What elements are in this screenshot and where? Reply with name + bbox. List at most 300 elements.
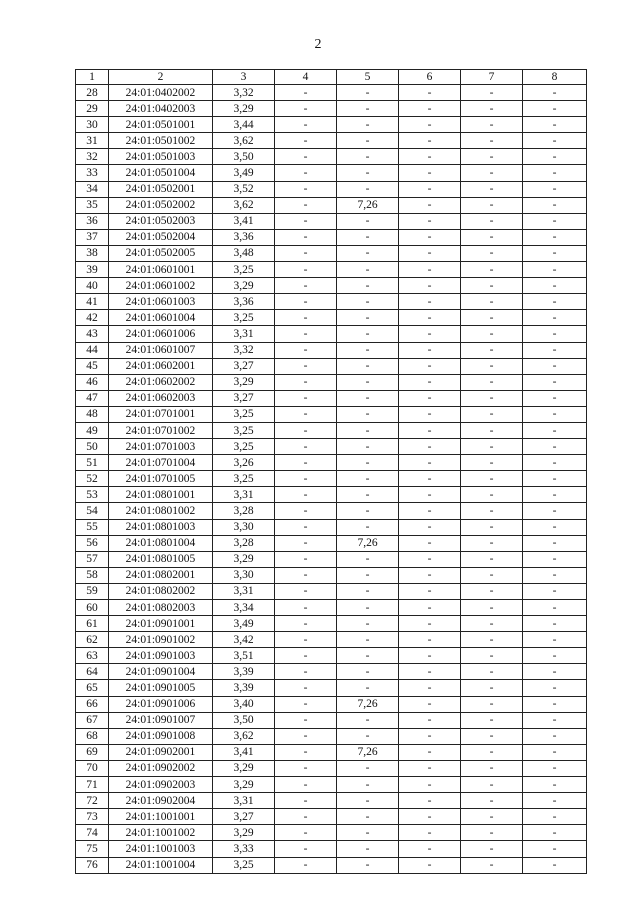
table-cell-col-1: 56 [76,535,109,551]
table-cell-col-8: - [523,600,587,616]
table-cell-col-6: - [399,583,461,599]
table-cell-col-8: - [523,696,587,712]
table-cell-col-6: - [399,777,461,793]
table-cell-col-1: 30 [76,117,109,133]
table-cell-col-2: 24:01:0801002 [109,503,213,519]
table-cell-col-2: 24:01:0901002 [109,632,213,648]
table-cell-col-7: - [461,390,523,406]
table-cell-col-1: 31 [76,133,109,149]
table-row [76,455,587,471]
table-cell-col-8: - [523,632,587,648]
table-row [76,117,587,133]
table-cell-col-6: - [399,101,461,117]
table-cell-col-2: 24:01:0502001 [109,181,213,197]
table-cell-col-6: - [399,262,461,278]
table-cell-col-5: - [337,728,399,744]
table-cell-col-6: - [399,439,461,455]
table-cell-col-3: 3,41 [213,744,275,760]
table-cell-col-5: 7,26 [337,197,399,213]
table-cell-col-6: - [399,632,461,648]
table-row [76,471,587,487]
table-cell-col-7: - [461,471,523,487]
table-cell-col-3: 3,25 [213,471,275,487]
table-cell-col-2: 24:01:0901004 [109,664,213,680]
table-cell-col-8: - [523,519,587,535]
table-cell-col-2: 24:01:0602001 [109,358,213,374]
table-cell-col-5: - [337,85,399,101]
table-cell-col-4: - [275,632,337,648]
table-cell-col-5: - [337,262,399,278]
table-cell-col-7: - [461,841,523,857]
header-row [76,70,587,85]
table-cell-col-1: 52 [76,471,109,487]
table-cell-col-3: 3,31 [213,326,275,342]
table-cell-col-1: 61 [76,616,109,632]
table-cell-col-1: 63 [76,648,109,664]
table-cell-col-7: - [461,632,523,648]
table-cell-col-6: - [399,857,461,873]
table-cell-col-8: - [523,616,587,632]
table-cell-col-7: - [461,712,523,728]
table-cell-col-6: - [399,680,461,696]
table-row [76,567,587,583]
table-cell-col-1: 58 [76,567,109,583]
table-cell-col-8: - [523,648,587,664]
table-cell-col-4: - [275,809,337,825]
table-cell-col-1: 51 [76,455,109,471]
table-cell-col-5: 7,26 [337,535,399,551]
table-cell-col-5: - [337,503,399,519]
table-cell-col-7: - [461,342,523,358]
table-cell-col-5: - [337,278,399,294]
table-cell-col-3: 3,29 [213,278,275,294]
table-cell-col-4: - [275,422,337,438]
table-cell-col-8: - [523,760,587,776]
column-header-4: 4 [275,70,337,85]
table-cell-col-8: - [523,197,587,213]
table-cell-col-5: - [337,616,399,632]
table-cell-col-1: 65 [76,680,109,696]
table-cell-col-4: - [275,600,337,616]
table-cell-col-4: - [275,439,337,455]
table-cell-col-1: 39 [76,262,109,278]
table-cell-col-8: - [523,793,587,809]
table-cell-col-8: - [523,503,587,519]
table-cell-col-5: 7,26 [337,744,399,760]
table-row [76,600,587,616]
table-cell-col-5: - [337,326,399,342]
table-cell-col-6: - [399,825,461,841]
data-table [75,69,587,874]
table-cell-col-1: 48 [76,406,109,422]
table-cell-col-2: 24:01:0501002 [109,133,213,149]
table-cell-col-2: 24:01:0701003 [109,439,213,455]
table-cell-col-1: 40 [76,278,109,294]
table-cell-col-4: - [275,406,337,422]
table-cell-col-3: 3,52 [213,181,275,197]
table-cell-col-8: - [523,728,587,744]
table-cell-col-4: - [275,648,337,664]
table-cell-col-4: - [275,680,337,696]
table-cell-col-4: - [275,326,337,342]
table-cell-col-7: - [461,358,523,374]
table-cell-col-8: - [523,117,587,133]
table-cell-col-4: - [275,358,337,374]
table-cell-col-7: - [461,422,523,438]
table-cell-col-8: - [523,181,587,197]
table-row [76,744,587,760]
table-cell-col-4: - [275,149,337,165]
table-cell-col-2: 24:01:0601004 [109,310,213,326]
table-cell-col-7: - [461,680,523,696]
table-cell-col-3: 3,50 [213,149,275,165]
table-cell-col-8: - [523,101,587,117]
table-cell-col-6: - [399,310,461,326]
table-row [76,632,587,648]
table-cell-col-7: - [461,857,523,873]
table-cell-col-7: - [461,278,523,294]
table-cell-col-3: 3,40 [213,696,275,712]
table-cell-col-6: - [399,793,461,809]
table-cell-col-6: - [399,744,461,760]
table-cell-col-5: - [337,841,399,857]
table-cell-col-8: - [523,229,587,245]
table-cell-col-3: 3,51 [213,648,275,664]
table-cell-col-4: - [275,616,337,632]
table-cell-col-6: - [399,422,461,438]
table-cell-col-2: 24:01:0402002 [109,85,213,101]
table-cell-col-5: - [337,342,399,358]
table-row [76,197,587,213]
table-cell-col-3: 3,31 [213,793,275,809]
table-cell-col-5: - [337,487,399,503]
table-cell-col-1: 50 [76,439,109,455]
table-cell-col-5: - [337,406,399,422]
table-cell-col-8: - [523,535,587,551]
table-cell-col-5: - [337,809,399,825]
table-cell-col-1: 49 [76,422,109,438]
table-cell-col-2: 24:01:0501001 [109,117,213,133]
table-cell-col-2: 24:01:0601006 [109,326,213,342]
table-cell-col-3: 3,32 [213,85,275,101]
table-cell-col-2: 24:01:0502004 [109,229,213,245]
table-cell-col-1: 36 [76,213,109,229]
table-cell-col-3: 3,36 [213,294,275,310]
table-cell-col-5: - [337,664,399,680]
table-cell-col-3: 3,50 [213,712,275,728]
table-cell-col-6: - [399,342,461,358]
table-row [76,85,587,101]
table-cell-col-8: - [523,567,587,583]
table-cell-col-1: 64 [76,664,109,680]
table-cell-col-5: - [337,600,399,616]
table-cell-col-6: - [399,229,461,245]
table-row [76,101,587,117]
table-cell-col-4: - [275,825,337,841]
table-cell-col-1: 28 [76,85,109,101]
column-header-7: 7 [461,70,523,85]
table-cell-col-6: - [399,406,461,422]
table-cell-col-6: - [399,696,461,712]
table-cell-col-7: - [461,664,523,680]
table-cell-col-6: - [399,535,461,551]
table-cell-col-7: - [461,101,523,117]
table-cell-col-1: 66 [76,696,109,712]
table-cell-col-3: 3,39 [213,664,275,680]
table-cell-col-8: - [523,342,587,358]
table-cell-col-7: - [461,600,523,616]
table-cell-col-6: - [399,294,461,310]
table-cell-col-8: - [523,278,587,294]
table-cell-col-4: - [275,471,337,487]
table-cell-col-4: - [275,728,337,744]
table-row [76,181,587,197]
table-cell-col-4: - [275,487,337,503]
table-cell-col-7: - [461,85,523,101]
table-cell-col-5: - [337,825,399,841]
table-cell-col-1: 69 [76,744,109,760]
table-row [76,680,587,696]
table-cell-col-2: 24:01:0701002 [109,422,213,438]
table-cell-col-1: 73 [76,809,109,825]
table-cell-col-2: 24:01:0901001 [109,616,213,632]
table-cell-col-2: 24:01:0701004 [109,455,213,471]
table-cell-col-2: 24:01:0601001 [109,262,213,278]
table-cell-col-6: - [399,551,461,567]
table-cell-col-6: - [399,648,461,664]
table-cell-col-2: 24:01:1001002 [109,825,213,841]
table-cell-col-5: - [337,165,399,181]
table-row [76,712,587,728]
table-cell-col-5: - [337,793,399,809]
table-cell-col-8: - [523,809,587,825]
table-cell-col-4: - [275,213,337,229]
table-cell-col-3: 3,33 [213,841,275,857]
table-cell-col-5: - [337,583,399,599]
table-cell-col-8: - [523,551,587,567]
table-cell-col-6: - [399,149,461,165]
table-cell-col-3: 3,32 [213,342,275,358]
table-cell-col-1: 71 [76,777,109,793]
table-cell-col-5: - [337,245,399,261]
table-body [76,85,587,874]
table-cell-col-6: - [399,85,461,101]
table-cell-col-2: 24:01:0801003 [109,519,213,535]
table-cell-col-3: 3,34 [213,600,275,616]
table-cell-col-2: 24:01:0601003 [109,294,213,310]
table-cell-col-3: 3,25 [213,422,275,438]
table-cell-col-8: - [523,326,587,342]
table-cell-col-6: - [399,760,461,776]
table-cell-col-2: 24:01:0802001 [109,567,213,583]
table-cell-col-5: - [337,471,399,487]
table-cell-col-6: - [399,600,461,616]
table-cell-col-4: - [275,101,337,117]
column-header-5: 5 [337,70,399,85]
table-cell-col-6: - [399,519,461,535]
table-cell-col-4: - [275,696,337,712]
column-header-2: 2 [109,70,213,85]
table-cell-col-6: - [399,117,461,133]
table-cell-col-5: - [337,117,399,133]
table-cell-col-8: - [523,422,587,438]
column-header-1: 1 [76,70,109,85]
table-cell-col-2: 24:01:0802003 [109,600,213,616]
table-cell-col-3: 3,28 [213,503,275,519]
table-cell-col-3: 3,49 [213,616,275,632]
table-cell-col-4: - [275,567,337,583]
table-cell-col-7: - [461,616,523,632]
table-cell-col-3: 3,41 [213,213,275,229]
table-cell-col-6: - [399,567,461,583]
table-cell-col-2: 24:01:0801001 [109,487,213,503]
table-cell-col-8: - [523,825,587,841]
table-cell-col-3: 3,31 [213,487,275,503]
table-row [76,165,587,181]
table-cell-col-3: 3,25 [213,439,275,455]
table-row [76,583,587,599]
table-cell-col-7: - [461,197,523,213]
table-cell-col-1: 75 [76,841,109,857]
table-cell-col-4: - [275,519,337,535]
table-row [76,696,587,712]
table-cell-col-2: 24:01:0801004 [109,535,213,551]
table-row [76,374,587,390]
table-cell-col-6: - [399,358,461,374]
table-cell-col-7: - [461,809,523,825]
table-cell-col-2: 24:01:0602003 [109,390,213,406]
table-cell-col-8: - [523,841,587,857]
table-cell-col-2: 24:01:0502003 [109,213,213,229]
table-cell-col-3: 3,25 [213,406,275,422]
table-cell-col-7: - [461,165,523,181]
table-cell-col-1: 47 [76,390,109,406]
table-cell-col-4: - [275,310,337,326]
table-cell-col-1: 70 [76,760,109,776]
table-cell-col-8: - [523,165,587,181]
table-cell-col-1: 45 [76,358,109,374]
table-cell-col-7: - [461,294,523,310]
table-cell-col-8: - [523,439,587,455]
table-cell-col-6: - [399,503,461,519]
table-cell-col-7: - [461,487,523,503]
table-cell-col-6: - [399,213,461,229]
table-cell-col-6: - [399,326,461,342]
table-cell-col-7: - [461,760,523,776]
table-cell-col-1: 43 [76,326,109,342]
table-cell-col-5: - [337,422,399,438]
table-cell-col-8: - [523,294,587,310]
table-cell-col-7: - [461,455,523,471]
table-row [76,213,587,229]
table-cell-col-7: - [461,519,523,535]
table-cell-col-3: 3,29 [213,374,275,390]
table-row [76,439,587,455]
table-cell-col-7: - [461,245,523,261]
table-cell-col-7: - [461,262,523,278]
table-cell-col-8: - [523,777,587,793]
table-cell-col-5: - [337,777,399,793]
table-cell-col-2: 24:01:0902002 [109,760,213,776]
table-cell-col-2: 24:01:1001003 [109,841,213,857]
table-cell-col-8: - [523,406,587,422]
table-cell-col-3: 3,42 [213,632,275,648]
table-cell-col-8: - [523,471,587,487]
table-row [76,342,587,358]
table-cell-col-3: 3,29 [213,551,275,567]
table-cell-col-4: - [275,374,337,390]
table-cell-col-2: 24:01:0802002 [109,583,213,599]
table-cell-col-2: 24:01:0502002 [109,197,213,213]
table-cell-col-6: - [399,471,461,487]
table-row [76,133,587,149]
table-cell-col-3: 3,62 [213,197,275,213]
table-cell-col-4: - [275,551,337,567]
table-cell-col-3: 3,26 [213,455,275,471]
table-cell-col-5: - [337,229,399,245]
column-header-8: 8 [523,70,587,85]
table-cell-col-3: 3,30 [213,519,275,535]
table-cell-col-7: - [461,133,523,149]
table-cell-col-5: - [337,310,399,326]
table-cell-col-2: 24:01:0601007 [109,342,213,358]
table-cell-col-1: 67 [76,712,109,728]
table-cell-col-5: - [337,567,399,583]
table-cell-col-8: - [523,358,587,374]
table-row [76,326,587,342]
table-cell-col-4: - [275,117,337,133]
table-cell-col-4: - [275,181,337,197]
table-cell-col-8: - [523,744,587,760]
table-cell-col-5: - [337,455,399,471]
table-cell-col-3: 3,62 [213,133,275,149]
table-cell-col-7: - [461,793,523,809]
table-cell-col-6: - [399,487,461,503]
table-cell-col-3: 3,49 [213,165,275,181]
table-cell-col-4: - [275,712,337,728]
table-cell-col-8: - [523,664,587,680]
table-cell-col-3: 3,36 [213,229,275,245]
table-cell-col-6: - [399,133,461,149]
table-cell-col-3: 3,25 [213,857,275,873]
table-cell-col-7: - [461,567,523,583]
table-cell-col-4: - [275,535,337,551]
table-cell-col-3: 3,25 [213,262,275,278]
table-cell-col-1: 54 [76,503,109,519]
table-cell-col-2: 24:01:0901008 [109,728,213,744]
table-cell-col-4: - [275,664,337,680]
table-cell-col-6: - [399,374,461,390]
table-cell-col-8: - [523,374,587,390]
table-cell-col-4: - [275,294,337,310]
table-cell-col-2: 24:01:0902001 [109,744,213,760]
table-cell-col-2: 24:01:0502005 [109,245,213,261]
table-cell-col-2: 24:01:0701005 [109,471,213,487]
table-cell-col-3: 3,27 [213,390,275,406]
table-cell-col-7: - [461,326,523,342]
table-row [76,728,587,744]
table-row [76,149,587,165]
table-cell-col-6: - [399,197,461,213]
table-cell-col-3: 3,62 [213,728,275,744]
table-cell-col-1: 37 [76,229,109,245]
table-cell-col-5: - [337,390,399,406]
table-cell-col-1: 41 [76,294,109,310]
table-cell-col-5: - [337,760,399,776]
table-cell-col-2: 24:01:0701001 [109,406,213,422]
table-cell-col-4: - [275,229,337,245]
table-row [76,310,587,326]
